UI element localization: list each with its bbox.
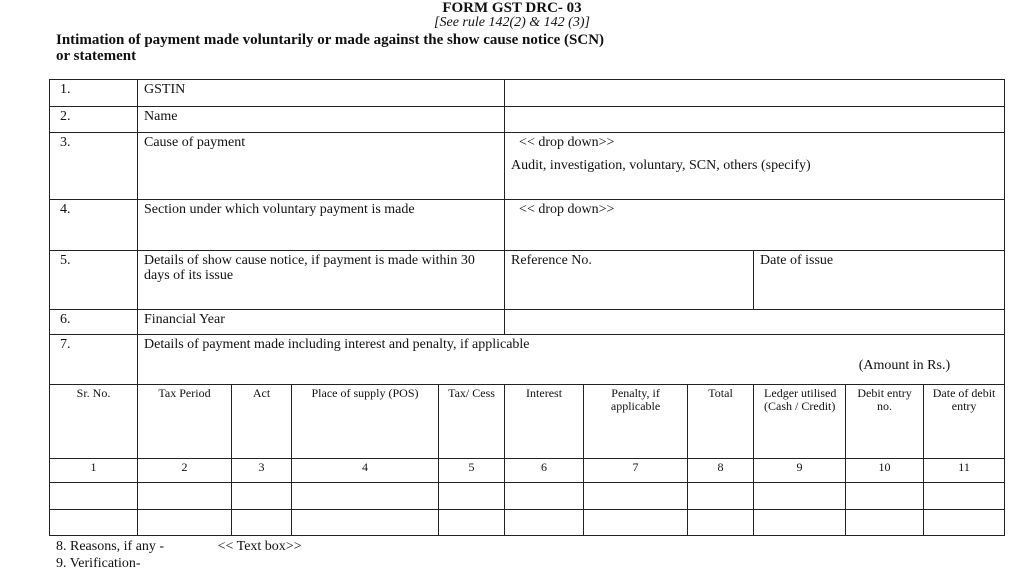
reference-no-field[interactable]: Reference No. (505, 251, 754, 310)
row-financial-year (50, 310, 1005, 335)
row-number: 6. (50, 310, 138, 335)
table-cell[interactable] (138, 510, 232, 536)
table-cell[interactable] (754, 510, 846, 536)
header-ledger-utilised: Ledger utilised (Cash / Credit) (754, 385, 846, 459)
table-cell[interactable] (846, 483, 924, 510)
cause-of-payment-dropdown[interactable] (505, 133, 1005, 200)
column-number: 3 (232, 459, 292, 483)
header-sr-no: Sr. No. (50, 385, 138, 459)
table-cell[interactable] (232, 510, 292, 536)
dropdown-placeholder: << drop down>> (519, 135, 615, 150)
name-field[interactable] (505, 107, 1005, 133)
row-number: 3. (50, 133, 138, 200)
table-cell[interactable] (505, 483, 584, 510)
table-cell[interactable] (439, 483, 505, 510)
amount-unit-label: (Amount in Rs.) (858, 358, 951, 373)
reasons-label: 8. Reasons, if any - (56, 539, 165, 554)
table-cell[interactable] (688, 510, 754, 536)
form-title: FORM GST DRC- 03 (442, 0, 582, 16)
scn-details-label: Details of show cause notice, if payment is made within 30 days of its issue (138, 251, 505, 310)
column-number: 11 (924, 459, 1005, 483)
table-cell[interactable] (688, 483, 754, 510)
payment-details-label: Details of payment made including interest and penalty, if applicable (144, 337, 530, 352)
row-number: 5. (50, 251, 138, 310)
table-cell[interactable] (439, 510, 505, 536)
table-cell[interactable] (505, 510, 584, 536)
table-cell[interactable] (50, 510, 138, 536)
row-scn-details (50, 251, 1005, 310)
table-cell[interactable] (584, 483, 688, 510)
row-gstin (50, 80, 1005, 107)
intimation-line-1: Intimation of payment made voluntarily or made against the show cause notice (SCN) (56, 32, 605, 48)
header-tax-cess: Tax/ Cess (439, 385, 505, 459)
column-number: 10 (846, 459, 924, 483)
header-debit-entry-no: Debit entry no. (846, 385, 924, 459)
header-tax-period: Tax Period (138, 385, 232, 459)
row-number: 4. (50, 200, 138, 251)
cause-of-payment-label: Cause of payment (138, 133, 505, 200)
payment-details-cell (138, 335, 1005, 385)
row-number: 2. (50, 107, 138, 133)
row-section (50, 200, 1005, 251)
reasons-text-box[interactable]: << Text box>> (217, 539, 302, 554)
reasons-line (56, 539, 302, 554)
form-subtitle: [See rule 142(2) & 142 (3)] (434, 15, 590, 30)
table-cell[interactable] (924, 483, 1005, 510)
header-penalty: Penalty, if applicable (584, 385, 688, 459)
section-label: Section under which voluntary payment is made (138, 200, 505, 251)
column-number: 7 (584, 459, 688, 483)
table-row (50, 510, 1005, 536)
table-cell[interactable] (50, 483, 138, 510)
verification-label: 9. Verification- (56, 556, 141, 571)
header-place-of-supply: Place of supply (POS) (292, 385, 439, 459)
row-cause-of-payment (50, 133, 1005, 200)
header-date-of-debit-entry: Date of debit entry (924, 385, 1005, 459)
column-number: 1 (50, 459, 138, 483)
row-number: 1. (50, 80, 138, 107)
header-interest: Interest (505, 385, 584, 459)
row-name (50, 107, 1005, 133)
financial-year-field[interactable] (505, 310, 1005, 335)
intimation-heading (56, 32, 956, 64)
table-cell[interactable] (138, 483, 232, 510)
table-cell[interactable] (924, 510, 1005, 536)
table-cell[interactable] (584, 510, 688, 536)
table-row (50, 483, 1005, 510)
table-cell[interactable] (292, 483, 439, 510)
header-act: Act (232, 385, 292, 459)
row-number: 7. (50, 335, 138, 385)
column-number: 4 (292, 459, 439, 483)
table-cell[interactable] (292, 510, 439, 536)
row-payment-details (50, 335, 1005, 385)
dropdown-options-text: Audit, investigation, voluntary, SCN, others (specify) (511, 158, 811, 173)
payment-table-header (50, 385, 1005, 459)
column-number: 6 (505, 459, 584, 483)
column-number: 8 (688, 459, 754, 483)
table-cell[interactable] (232, 483, 292, 510)
column-number: 9 (754, 459, 846, 483)
table-cell[interactable] (754, 483, 846, 510)
payment-table-column-numbers (50, 459, 1005, 483)
gstin-field[interactable] (505, 80, 1005, 107)
table-cell[interactable] (846, 510, 924, 536)
column-number: 2 (138, 459, 232, 483)
section-dropdown[interactable]: << drop down>> (505, 200, 1005, 251)
date-of-issue-field[interactable]: Date of issue (754, 251, 1005, 310)
column-number: 5 (439, 459, 505, 483)
financial-year-label: Financial Year (138, 310, 505, 335)
drc03-form-table (49, 79, 1005, 536)
header-total: Total (688, 385, 754, 459)
intimation-line-2: or statement (56, 48, 137, 64)
gstin-label: GSTIN (138, 80, 505, 107)
name-label: Name (138, 107, 505, 133)
